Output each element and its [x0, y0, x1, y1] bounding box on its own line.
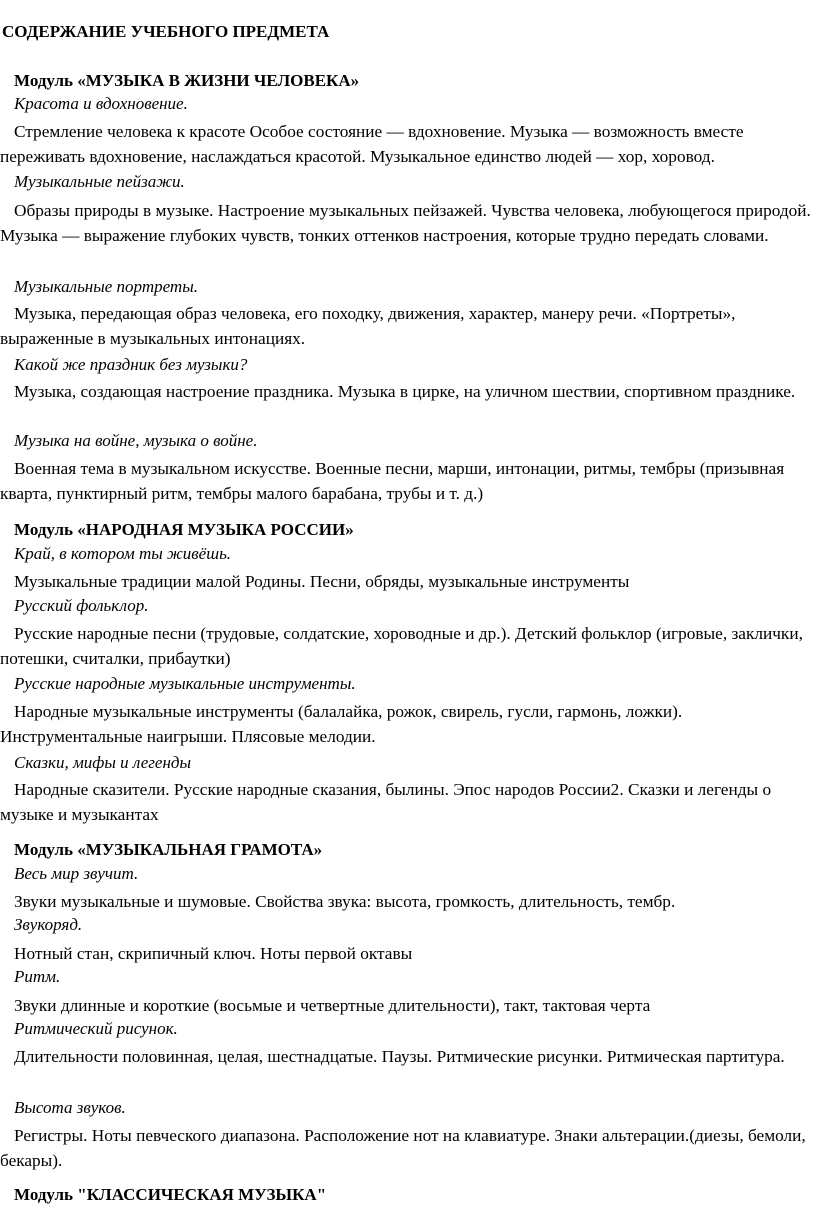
- module-3-topic-4: Ритмический рисунок.: [14, 1019, 178, 1038]
- module-2-topic-3: Русские народные музыкальные инструменты.: [14, 674, 356, 693]
- module-3-paragraph-1: Звуки музыкальные и шумовые. Свойства звука: высота, громкость, длительность, тембр.: [14, 892, 676, 911]
- module-2-topic-4: Сказки, мифы и легенды: [14, 753, 191, 772]
- module-1-title: Модуль «МУЗЫКА В ЖИЗНИ ЧЕЛОВЕКА»: [14, 71, 360, 90]
- module-2-paragraph-1: Музыкальные традиции малой Родины. Песни, обряды, музыкальные инструменты: [14, 572, 630, 591]
- module-1-paragraph-5: Военная тема в музыкальном искусстве. Военные песни, марши, интонации, ритмы, тембры (призывная кварта, пунктирный ритм, тембры малого барабана, трубы и т. д.): [0, 459, 785, 503]
- module-1-topic-5: Музыка на войне, музыка о войне.: [14, 431, 258, 450]
- module-2-title: Модуль «НАРОДНАЯ МУЗЫКА РОССИИ»: [14, 520, 354, 539]
- module-1-topic-3: Музыкальные портреты.: [14, 277, 198, 296]
- module-3-paragraph-3: Звуки длинные и короткие (восьмые и четвертные длительности), такт, тактовая черта: [14, 996, 651, 1015]
- module-1-paragraph-4: Музыка, создающая настроение праздника. Музыка в цирке, на уличном шествии, спортивном празднике.: [14, 382, 796, 401]
- module-3-title: Модуль «МУЗЫКАЛЬНАЯ ГРАМОТА»: [14, 840, 323, 859]
- module-4-title: Модуль "КЛАССИЧЕСКАЯ МУЗЫКА": [14, 1185, 327, 1204]
- document-title: СОДЕРЖАНИЕ УЧЕБНОГО ПРЕДМЕТА: [2, 22, 330, 41]
- module-3-topic-2: Звукоряд.: [14, 915, 83, 934]
- module-2-paragraph-2: Русские народные песни (трудовые, солдатские, хороводные и др.). Детский фольклор (игровые, заклички, потешки, считалки, прибаутки): [0, 624, 803, 668]
- module-3-topic-5: Высота звуков.: [14, 1098, 126, 1117]
- module-3-paragraph-4: Длительности половинная, целая, шестнадцатые. Паузы. Ритмические рисунки. Ритмическая партитура.: [14, 1047, 785, 1066]
- module-1-topic-2: Музыкальные пейзажи.: [14, 172, 185, 191]
- module-1-paragraph-3: Музыка, передающая образ человека, его походку, движения, характер, манеру речи. «Портреты», выраженные в музыкальных интонациях.: [0, 304, 736, 348]
- module-3-topic-1: Весь мир звучит.: [14, 864, 139, 883]
- module-1-paragraph-1: Стремление человека к красоте Особое состояние — вдохновение. Музыка — возможность вместе переживать вдохновение, наслаждаться красотой. Музыкальное единство людей — хор, хоровод.: [0, 122, 744, 166]
- module-1-topic-4: Какой же праздник без музыки?: [14, 355, 248, 374]
- module-3-paragraph-2: Нотный стан, скрипичный ключ. Ноты первой октавы: [14, 944, 413, 963]
- module-2-topic-2: Русский фольклор.: [14, 596, 149, 615]
- module-1-topic-1: Красота и вдохновение.: [14, 94, 188, 113]
- module-3-topic-3: Ритм.: [14, 967, 61, 986]
- module-2-paragraph-4: Народные сказители. Русские народные сказания, былины. Эпос народов России2. Сказки и легенды о музыке и музыкантах: [0, 780, 772, 824]
- module-3-paragraph-5: Регистры. Ноты певческого диапазона. Расположение нот на клавиатуре. Знаки альтерации.(диезы, бемоли, бекары).: [0, 1126, 806, 1170]
- module-1-paragraph-2: Образы природы в музыке. Настроение музыкальных пейзажей. Чувства человека, любующегося природой. Музыка — выражение глубоких чувств, тонких оттенков настроения, которые трудно передать словами.: [0, 201, 811, 245]
- module-2-topic-1: Край, в котором ты живёшь.: [14, 544, 232, 563]
- module-2-paragraph-3: Народные музыкальные инструменты (балалайка, рожок, свирель, гусли, гармонь, ложки). Инструментальные наигрыши. Плясовые мелодии.: [0, 702, 683, 746]
